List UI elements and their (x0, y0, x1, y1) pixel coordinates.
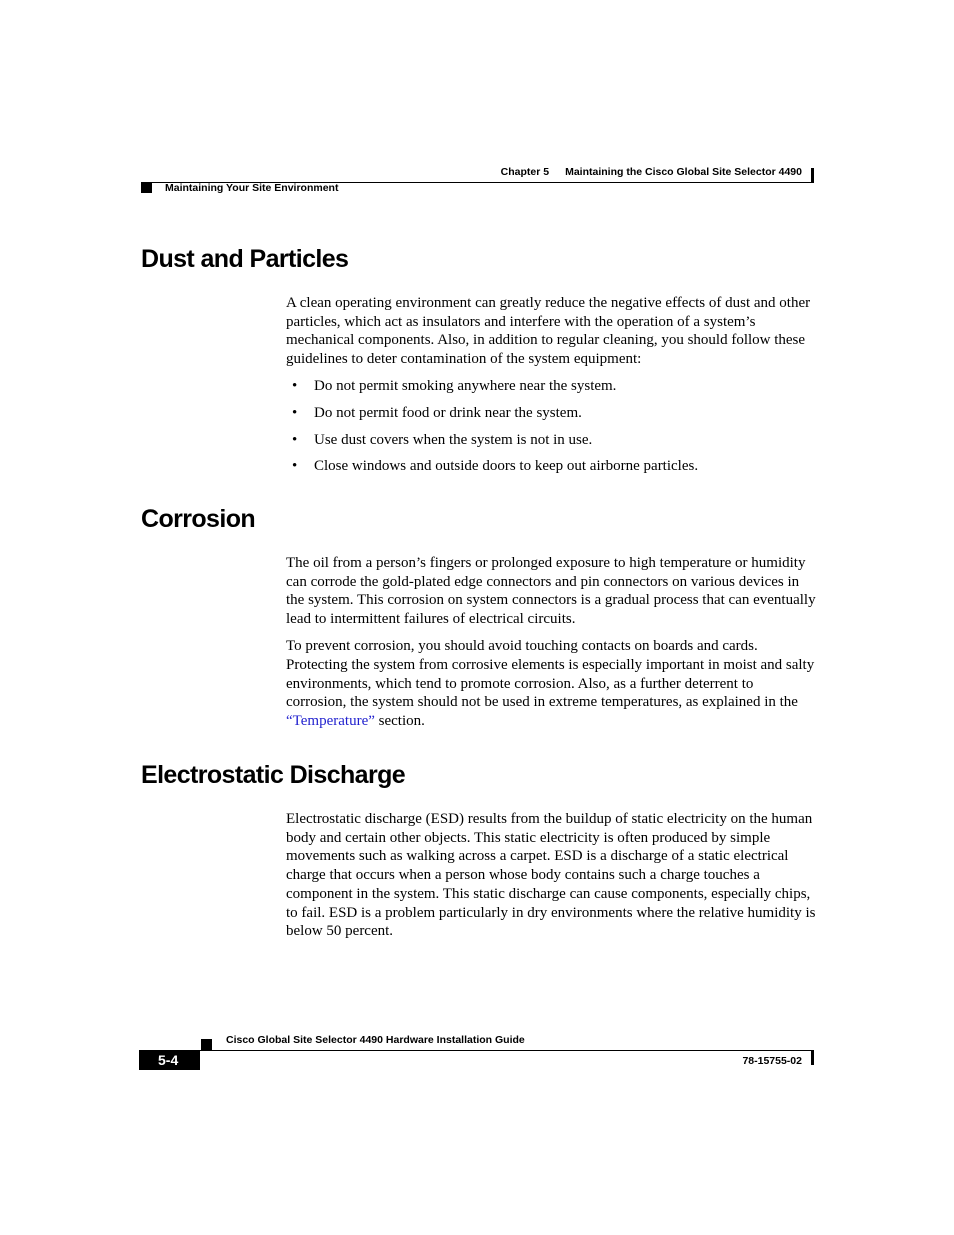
esd-paragraph: Electrostatic discharge (ESD) results from the buildup of static electricity on the human body and certain other objects. This static electricity is often produced by simple movements such as walking across a carpet. ESD is a discharge of a static electrical charge that occurs when a person whose body contains such a charge touches a component in the system. This static discharge can cause components, especially chips, to fail. ESD is a problem particularly in dry environments where the relative humidity is below 50 percent. (286, 811, 816, 940)
bullet-icon: • (292, 458, 298, 475)
document-number: 78-15755-02 (742, 1055, 802, 1067)
list-item: • Do not permit smoking anywhere near the system. (292, 378, 617, 395)
bullet-icon: • (292, 378, 298, 395)
dust-section-body (286, 294, 816, 484)
footer-block-marker (201, 1039, 212, 1050)
list-item: • Close windows and outside doors to keep out airborne particles. (292, 458, 699, 475)
list-item: • Do not permit food or drink near the system. (292, 405, 582, 422)
heading-dust-and-particles: Dust and Particles (141, 245, 349, 273)
heading-electrostatic-discharge: Electrostatic Discharge (141, 761, 406, 789)
heading-corrosion: Corrosion (141, 505, 256, 533)
chapter-label: Chapter 5 (500, 166, 550, 178)
footer-tick-mark (811, 1050, 814, 1065)
temperature-link[interactable]: “Temperature” (286, 713, 375, 730)
dust-guidelines-list (286, 377, 816, 476)
corrosion-section-body (286, 554, 816, 739)
dust-paragraph: A clean operating environment can greatly reduce the negative effects of dust and other particles, which act as insulators and interfere with the operation of a system’s mechanical components. Also, in addition to regular cleaning, you should follow these guidelines to deter contamination of the system equipment: (286, 295, 811, 368)
footer-guide-title: Cisco Global Site Selector 4490 Hardware Installation Guide (226, 1034, 525, 1046)
footer-rule (141, 1050, 813, 1051)
esd-section-body (286, 810, 816, 949)
page-number: 5-4 (158, 1052, 179, 1068)
header-block-marker (141, 182, 152, 193)
corrosion-paragraph-1: The oil from a person’s fingers or prolonged exposure to high temperature or humidity can corrode the gold-plated edge connectors and pin connectors on various devices in the system. This corrosion on system connectors is a gradual process that can eventually lead to intermittent failures of electrical circuits. (286, 555, 816, 628)
bullet-icon: • (292, 431, 298, 448)
list-item: • Use dust covers when the system is not in use. (292, 431, 593, 448)
corrosion-paragraph-2: To prevent corrosion, you should avoid touching contacts on boards and cards. Protecting the system from corrosive elements is especially important in moist and salty environments, which tend to promote corrosion. Also, as a further deterrent to corrosion, the system should not be used in extreme temperatures, as explained in the “Temperature” section. (286, 638, 815, 730)
chapter-title: Maintaining the Cisco Global Site Selector 4490 (565, 166, 802, 178)
running-header-chapter (501, 166, 802, 178)
running-header-section: Maintaining Your Site Environment (165, 182, 339, 194)
header-tick-mark (811, 168, 814, 183)
bullet-icon: • (292, 405, 298, 422)
